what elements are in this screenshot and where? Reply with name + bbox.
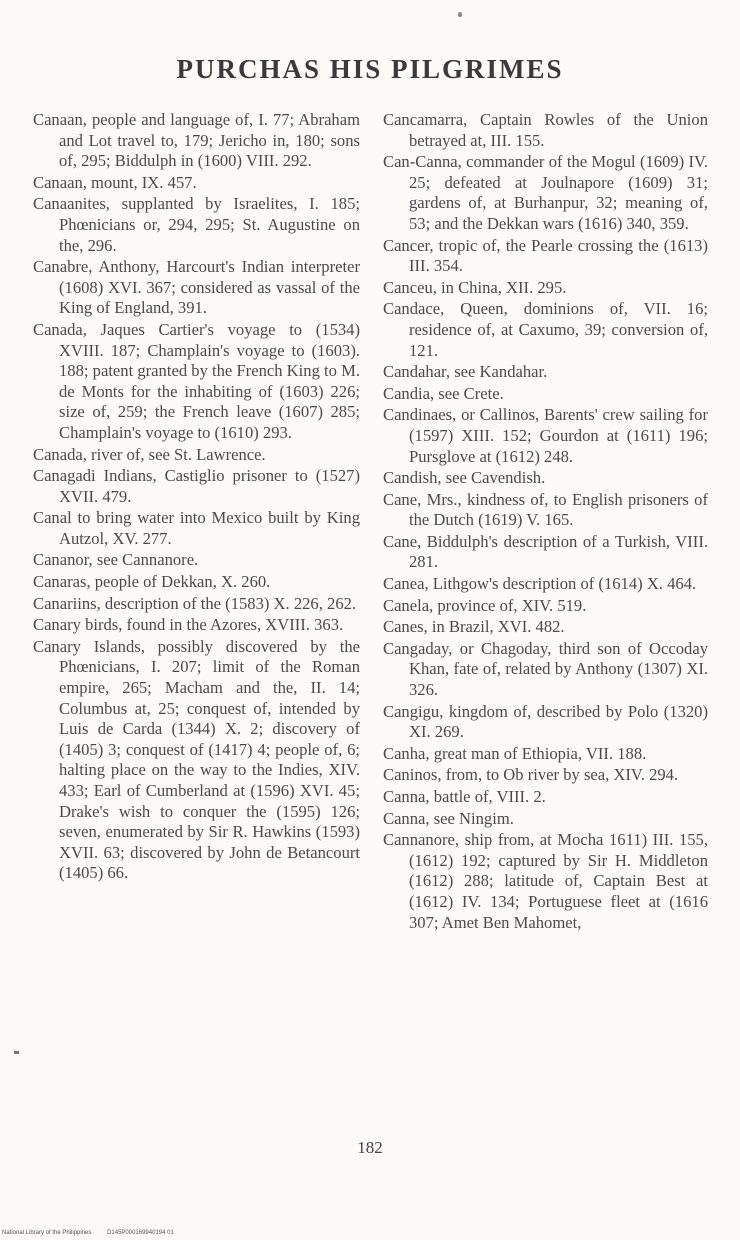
scan-footer <box>2 1230 188 1236</box>
index-entry: Canea, Lithgow's description of (1614) X. 464. <box>383 574 697 594</box>
index-entry: Cancer, tropic of, the Pearle crossing the (1613) III. 354. <box>383 235 708 276</box>
index-entry: Cane, Biddulph's description of a Turkish, VIII. 281. <box>383 531 708 572</box>
footer-library: National Library of the Philippines <box>2 1230 92 1236</box>
index-entry: Canariins, description of the (1583) X. 226, 262. <box>33 593 357 613</box>
index-entry: Candish, see Cavendish. <box>383 468 546 488</box>
index-entry: Candace, Queen, dominions of, VII. 16; residence of, at Caxumo, 39; conversion of, 121. <box>383 299 708 360</box>
index-entry: Canary Islands, possibly discovered by the Phœnicians, I. 207; limit of the Roman empire, 265; Macham and the, II. 14; Columbus at, 25; conquest of, intended by Luis de Carda (1344) X. 2; discovery of (1405) 3; conquest of (1417) 4; people of, 6; halting place on the way to the Indies, XIV. 433; Earl of Cumberland at (1596) XVI. 45; Drake's wish to conquer the (1595) 126; seven, enumerated by Sir R. Hawkins (1593) XVII. 63; discovered by John de Betancourt (1405) 66. <box>33 636 360 883</box>
index-entry: Canes, in Brazil, XVI. 482. <box>383 617 565 637</box>
index-entry: Candia, see Crete. <box>383 383 504 403</box>
index-entry: Canaanites, supplanted by Israelites, I. 185; Phœnicians or, 294, 295; St. Augustine on the, 296. <box>33 194 360 255</box>
index-entry: Canada, Jaques Cartier's voyage to (1534) XVIII. 187; Champlain's voyage to (1603). 188; patent granted by the French King to M. de Monts for the inhabiting of (1603) 226; size of, 259; the French leave (1607) 285; Champlain's voyage to (1610) 293. <box>33 319 360 442</box>
index-entry: Caninos, from, to Ob river by sea, XIV. 294. <box>383 765 679 785</box>
margin-mark <box>14 1051 19 1054</box>
index-entry: Candinaes, or Callinos, Barents' crew sailing for (1597) XIII. 152; Gourdon at (1611) 196; Pursglove at (1612) 248. <box>383 405 708 466</box>
index-entry: Cananor, see Cannanore. <box>33 550 199 570</box>
index-entry: Canary birds, found in the Azores, XVIII. 363. <box>33 615 344 635</box>
index-entry: Canceu, in China, XII. 295. <box>383 277 567 297</box>
index-entry: Candahar, see Kandahar. <box>383 362 548 382</box>
index-entry: Cangigu, kingdom of, described by Polo (1320) XI. 269. <box>383 701 708 742</box>
index-entry: Canagadi Indians, Castiglio prisoner to (1527) XVII. 479. <box>33 466 360 506</box>
index-column-left <box>33 110 360 885</box>
print-speck <box>458 12 462 17</box>
index-entry: Canaan, people and language of, I. 77; Abraham and Lot travel to, 179; Jericho in, 180; sons of, 295; Biddulph in (1600) VIII. 292. <box>33 110 360 171</box>
index-entry: Cane, Mrs., kindness of, to English prisoners of the Dutch (1619) V. 165. <box>383 489 708 530</box>
page-title: PURCHAS HIS PILGRIMES <box>176 54 564 84</box>
index-entry: Cangaday, or Chagoday, third son of Occoday Khan, fate of, related by Anthony (1307) XI. 326. <box>383 638 708 700</box>
index-entry: Canaan, mount, IX. 457. <box>33 172 197 192</box>
index-entry: Canna, see Ningim. <box>383 808 514 828</box>
index-entry: Cancamarra, Captain Rowles of the Union betrayed at, III. 155. <box>383 110 708 150</box>
index-entry: Canha, great man of Ethiopia, VII. 188. <box>383 743 647 763</box>
index-entry: Canabre, Anthony, Harcourt's Indian interpreter (1608) XVI. 367; considered as vassal of the King of England, 391. <box>33 257 360 318</box>
index-entry: Canna, battle of, VIII. 2. <box>383 787 546 806</box>
index-column-right <box>383 110 708 934</box>
index-entry: Canaras, people of Dekkan, X. 260. <box>33 572 271 592</box>
index-entry: Cannanore, ship from, at Mocha 1611) III. 155, (1612) 192; captured by Sir H. Middleton (1612) 288; latitude of, Captain Best at (1612) IV. 134; Portuguese fleet at (1616 307; Amet Ben Mahomet, <box>383 830 708 932</box>
index-entry: Canela, province of, XIV. 519. <box>383 595 587 615</box>
page-number: 182 <box>357 1138 383 1157</box>
index-entry: Canada, river of, see St. Lawrence. <box>33 444 266 464</box>
index-entry: Canal to bring water into Mexico built by King Autzol, XV. 277. <box>33 508 360 548</box>
footer-identifier: D145P000169940194 01 <box>107 1230 174 1236</box>
index-entry: Can-Canna, commander of the Mogul (1609) IV. 25; defeated at Joulnapore (1609) 31; gardens of, at Burhanpur, 32; meaning of, 53; and the Dekkan wars (1616) 340, 359. <box>383 152 708 233</box>
